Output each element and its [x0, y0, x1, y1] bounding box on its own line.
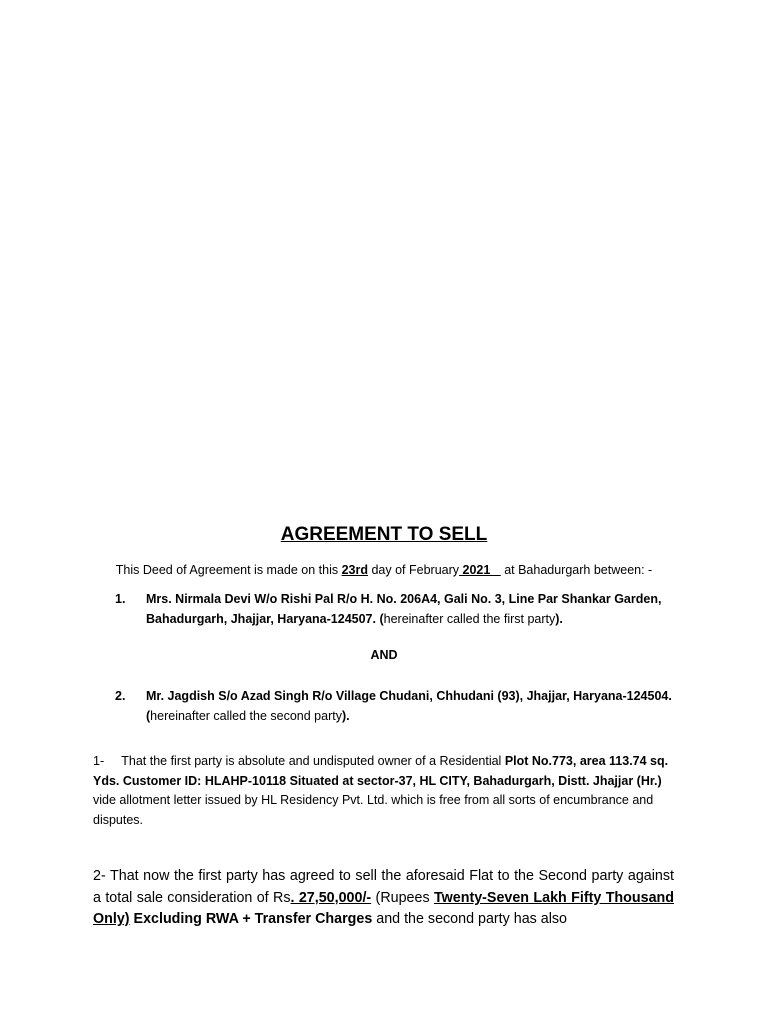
excluding-charges: Excluding RWA + Transfer Charges	[133, 911, 373, 928]
first-party-details: Mrs. Nirmala Devi W/o Rishi Pal R/o H. No. 206A4, Gali No. 3, Line Par Shankar Garden, Bahadurgarh, Jhajjar, Haryana-124507. (	[146, 592, 662, 626]
clause-2	[93, 866, 674, 931]
clause-2-rest: and the second party has also	[372, 911, 568, 928]
intro-text-1: This Deed of Agreement is made on this	[115, 563, 342, 577]
first-party-number: 1.	[115, 592, 126, 606]
agreement-year: 2021	[459, 563, 501, 577]
agreement-day: 23rd	[341, 563, 368, 577]
first-party-label: hereinafter called the first party	[383, 612, 556, 626]
agreement-intro	[0, 563, 768, 577]
second-party-details: Mr. Jagdish S/o Azad Singh R/o Village Chudani, Chhudani (93), Jhajjar, Haryana-124504. (	[146, 689, 672, 723]
intro-text-3: at Bahadurgarh between: -	[500, 563, 653, 577]
second-party-end: ).	[341, 709, 350, 723]
clause-1-property: Plot No.773, area 113.74 sq. Yds. Customer ID: HLAHP-10118 Situated at sector-37, HL CITY, Bahadurgarh, Distt. Jhajjar (Hr.)	[93, 754, 669, 788]
and-separator: AND	[370, 648, 398, 662]
first-party-end: ).	[555, 612, 563, 626]
clause-2-mid: (Rupees	[371, 889, 434, 906]
sale-amount: . 27,50,000/-	[290, 889, 372, 906]
intro-text-2: day of February	[368, 563, 460, 577]
clause-1-lead: 1- That the first party is absolute and undisputed owner of a Residential	[93, 754, 505, 768]
sale-amount-words: Twenty-Seven Lakh Fifty Thousand Only)	[93, 889, 674, 928]
clause-1	[93, 752, 673, 830]
document-title: AGREEMENT TO SELL	[280, 524, 488, 545]
second-party-label: hereinafter called the second party	[150, 709, 342, 723]
first-party-entry	[115, 589, 675, 629]
clause-1-rest: vide allotment letter issued by HL Residency Pvt. Ltd. which is free from all sorts of encumbrance and disputes.	[93, 793, 654, 827]
second-party-number: 2.	[115, 689, 126, 703]
second-party-entry	[115, 686, 675, 726]
clause-2-lead: 2- That now the first party has agreed to sell the aforesaid Flat to the Second party against a total sale consideration of Rs	[93, 868, 674, 906]
